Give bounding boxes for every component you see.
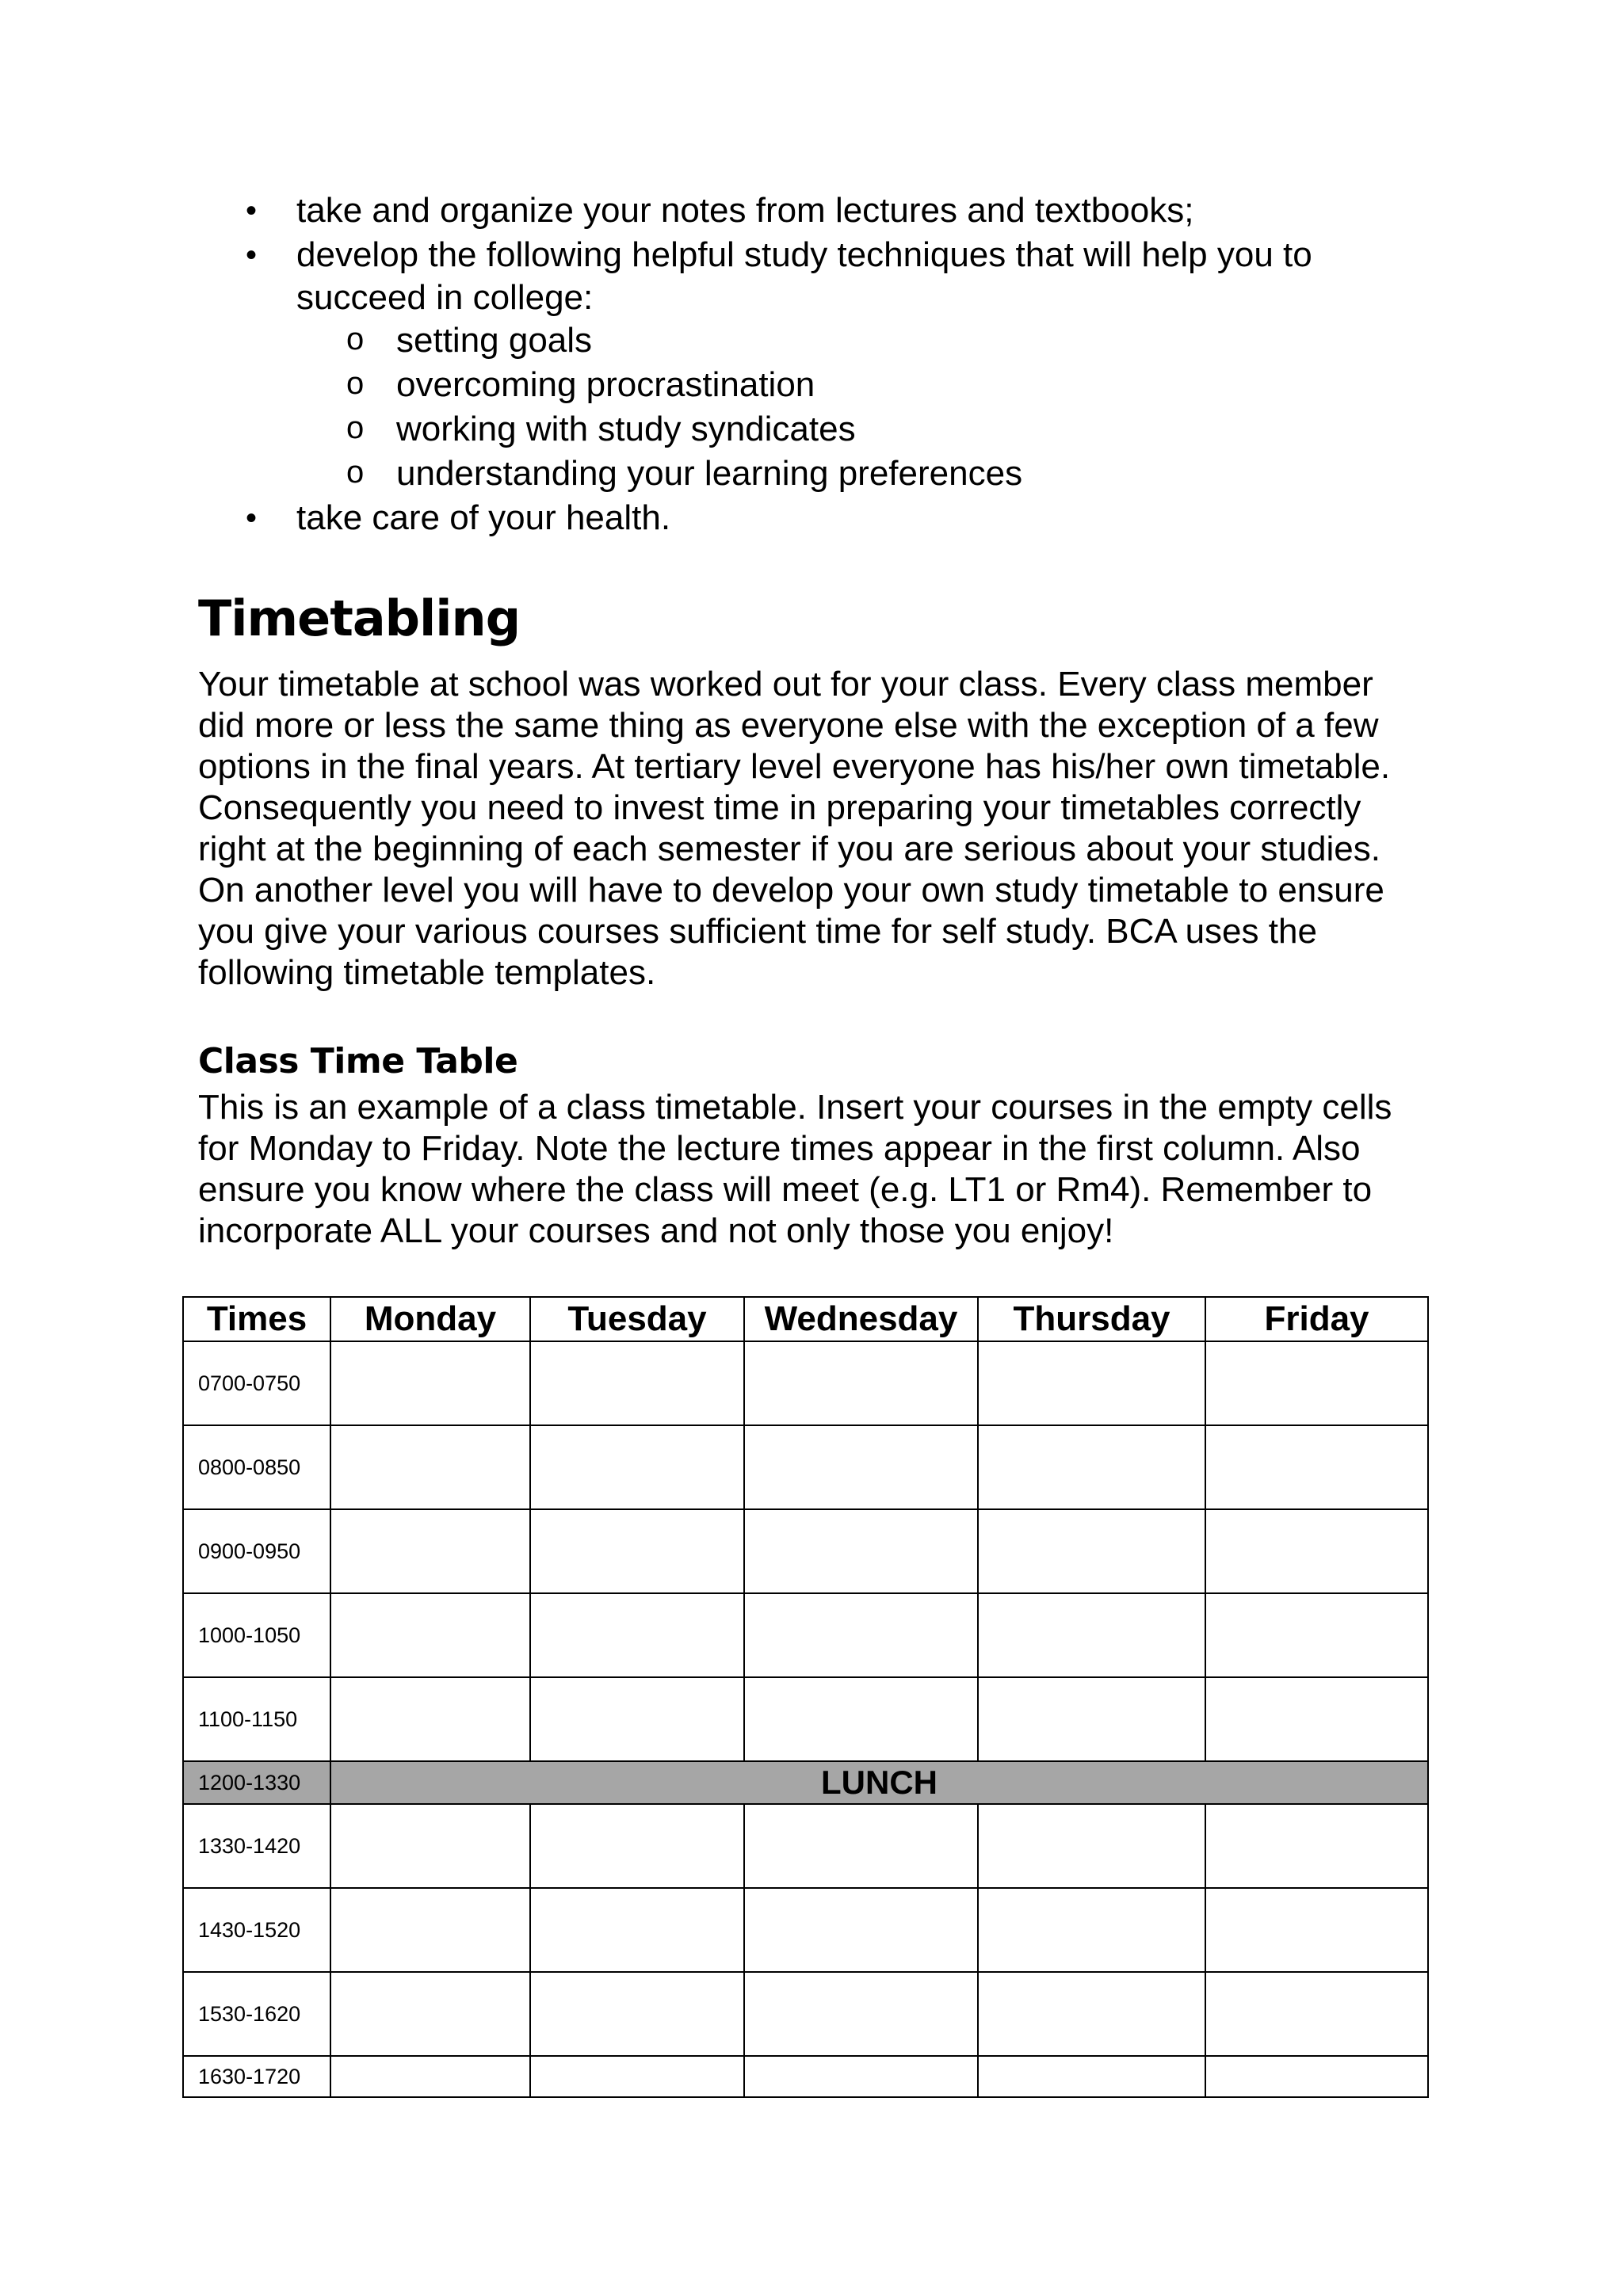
- header-monday: Monday: [330, 1297, 530, 1341]
- empty-cell[interactable]: [330, 1425, 530, 1509]
- time-cell: 1330-1420: [183, 1804, 330, 1888]
- bullet-list: [0, 189, 1623, 540]
- timetabling-paragraph: [198, 664, 1434, 994]
- table-row: [183, 1341, 1428, 1425]
- empty-cell[interactable]: [330, 1509, 530, 1593]
- empty-cell[interactable]: [1205, 1509, 1428, 1593]
- header-friday: Friday: [1205, 1297, 1428, 1341]
- empty-cell[interactable]: [744, 1509, 978, 1593]
- empty-cell[interactable]: [1205, 1425, 1428, 1509]
- header-times: Times: [183, 1297, 330, 1341]
- paragraph-line: On another level you will have to develop your own study timetable to ensure: [198, 871, 1384, 910]
- header-tuesday: Tuesday: [530, 1297, 744, 1341]
- empty-cell[interactable]: [530, 1972, 744, 2056]
- bullet-continuation: succeed in college:: [296, 278, 594, 317]
- header-thursday: Thursday: [978, 1297, 1205, 1341]
- empty-cell[interactable]: [330, 1972, 530, 2056]
- empty-cell[interactable]: [978, 1341, 1205, 1425]
- table-row: [183, 1425, 1428, 1509]
- empty-cell[interactable]: [744, 1804, 978, 1888]
- table-row: [183, 1509, 1428, 1593]
- time-cell: 1200-1330: [183, 1761, 330, 1804]
- empty-cell[interactable]: [744, 1593, 978, 1677]
- time-cell: 1000-1050: [183, 1593, 330, 1677]
- empty-cell[interactable]: [330, 1804, 530, 1888]
- paragraph-line: Consequently you need to invest time in preparing your timetables correctly: [198, 788, 1361, 827]
- empty-cell[interactable]: [744, 1677, 978, 1761]
- paragraph-line: right at the beginning of each semester if you are serious about your studies.: [198, 830, 1381, 868]
- lunch-cell: LUNCH: [330, 1761, 1428, 1804]
- header-wednesday: Wednesday: [744, 1297, 978, 1341]
- class-timetable: [182, 1296, 1429, 2098]
- paragraph-line: options in the final years. At tertiary level everyone has his/her own timetable.: [198, 747, 1391, 786]
- time-cell: 0700-0750: [183, 1341, 330, 1425]
- bullet-line: develop the following helpful study techniques that will help you to: [296, 235, 1312, 274]
- paragraph-line: following timetable templates.: [198, 953, 656, 992]
- time-cell: 1100-1150: [183, 1677, 330, 1761]
- empty-cell[interactable]: [744, 1341, 978, 1425]
- paragraph-line: for Monday to Friday. Note the lecture times appear in the first column. Also: [198, 1129, 1361, 1168]
- empty-cell[interactable]: [1205, 1341, 1428, 1425]
- table-header-row: [183, 1297, 1428, 1341]
- empty-cell[interactable]: [744, 1425, 978, 1509]
- empty-cell[interactable]: [330, 1677, 530, 1761]
- empty-cell[interactable]: [744, 2056, 978, 2097]
- empty-cell[interactable]: [530, 1509, 744, 1593]
- empty-cell[interactable]: [978, 1509, 1205, 1593]
- sub-bullet-item: o working with study syndicates: [0, 407, 1623, 452]
- time-cell: 1530-1620: [183, 1972, 330, 2056]
- paragraph-line: incorporate ALL your courses and not only those you enjoy!: [198, 1211, 1114, 1250]
- time-cell: 1630-1720: [183, 2056, 330, 2097]
- table-row: [183, 2056, 1428, 2097]
- empty-cell[interactable]: [330, 1341, 530, 1425]
- empty-cell[interactable]: [530, 1888, 744, 1972]
- table-row: [183, 1888, 1428, 1972]
- empty-cell[interactable]: [978, 1804, 1205, 1888]
- empty-cell[interactable]: [1205, 1888, 1428, 1972]
- empty-cell[interactable]: [978, 1593, 1205, 1677]
- empty-cell[interactable]: [744, 1972, 978, 2056]
- paragraph-line: Your timetable at school was worked out for your class. Every class member: [198, 665, 1373, 704]
- empty-cell[interactable]: [530, 1804, 744, 1888]
- sub-bullet-item: o understanding your learning preferences: [0, 452, 1623, 496]
- empty-cell[interactable]: [530, 1425, 744, 1509]
- empty-cell[interactable]: [530, 1341, 744, 1425]
- empty-cell[interactable]: [1205, 1593, 1428, 1677]
- paragraph-line: you give your various courses sufficient time for self study. BCA uses the: [198, 912, 1317, 951]
- time-cell: 0900-0950: [183, 1509, 330, 1593]
- sub-bullet-item: o overcoming procrastination: [0, 363, 1623, 407]
- time-cell: 0800-0850: [183, 1425, 330, 1509]
- paragraph-line: did more or less the same thing as everyone else with the exception of a few: [198, 706, 1379, 745]
- empty-cell[interactable]: [978, 1425, 1205, 1509]
- subsection-heading-class-time-table: Class Time Table: [198, 1041, 518, 1081]
- empty-cell[interactable]: [330, 2056, 530, 2097]
- paragraph-line: This is an example of a class timetable. Insert your courses in the empty cells: [198, 1088, 1392, 1127]
- empty-cell[interactable]: [530, 1677, 744, 1761]
- paragraph-line: ensure you know where the class will meet (e.g. LT1 or Rm4). Remember to: [198, 1170, 1373, 1209]
- empty-cell[interactable]: [1205, 1972, 1428, 2056]
- empty-cell[interactable]: [978, 1888, 1205, 1972]
- empty-cell[interactable]: [744, 1888, 978, 1972]
- empty-cell[interactable]: [530, 1593, 744, 1677]
- empty-cell[interactable]: [530, 2056, 744, 2097]
- empty-cell[interactable]: [1205, 1677, 1428, 1761]
- empty-cell[interactable]: [1205, 2056, 1428, 2097]
- table-row: [183, 1972, 1428, 2056]
- table-row: [183, 1804, 1428, 1888]
- class-time-table-paragraph: [198, 1087, 1434, 1252]
- empty-cell[interactable]: [330, 1593, 530, 1677]
- empty-cell[interactable]: [978, 1972, 1205, 2056]
- empty-cell[interactable]: [1205, 1804, 1428, 1888]
- time-cell: 1430-1520: [183, 1888, 330, 1972]
- bullet-item: • take care of your health.: [0, 496, 1439, 540]
- section-heading-timetabling: Timetabling: [198, 589, 521, 647]
- bullet-item: • take and organize your notes from lectures and textbooks;: [0, 189, 1439, 233]
- table-row: [183, 1593, 1428, 1677]
- empty-cell[interactable]: [978, 1677, 1205, 1761]
- sub-bullet-item: o setting goals: [0, 318, 1623, 363]
- table-row: [183, 1677, 1428, 1761]
- bullet-item: [0, 233, 1439, 277]
- empty-cell[interactable]: [330, 1888, 530, 1972]
- lunch-row: [183, 1761, 1428, 1804]
- empty-cell[interactable]: [978, 2056, 1205, 2097]
